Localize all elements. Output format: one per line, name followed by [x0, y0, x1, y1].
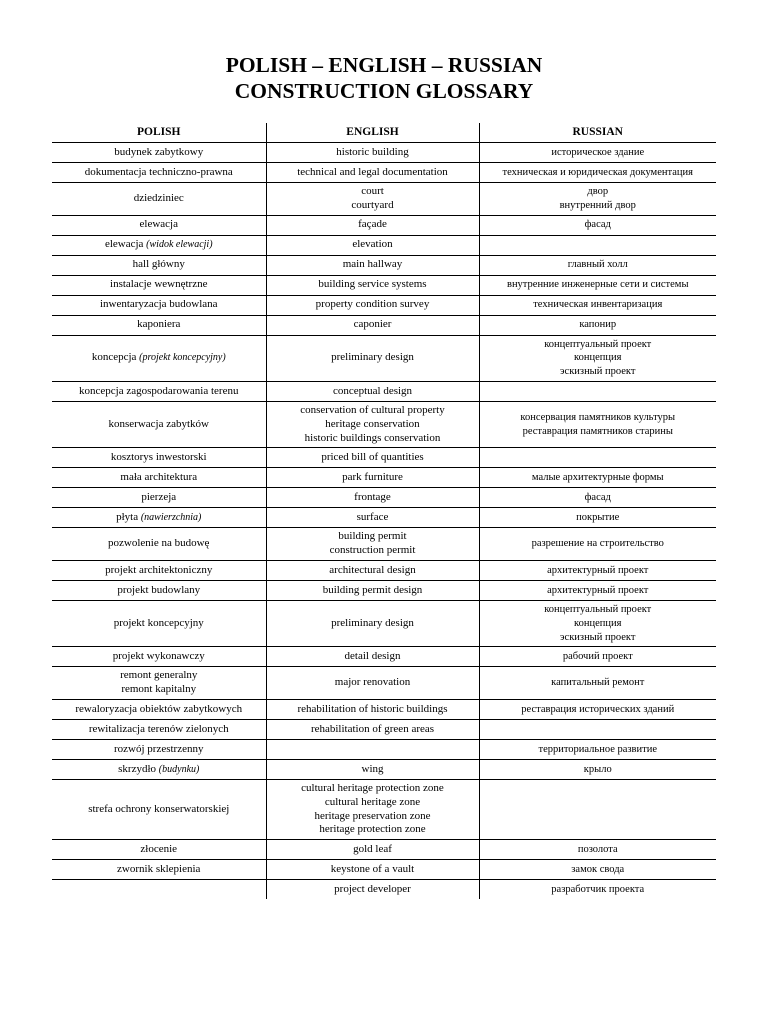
- english-term: cultural heritage zone: [324, 795, 421, 808]
- cell-polish: [52, 699, 266, 719]
- cell-english: [266, 235, 479, 255]
- polish-term: dziedziniec: [133, 191, 184, 204]
- english-term: heritage preservation zone: [314, 809, 431, 822]
- russian-term: замок свода: [571, 863, 625, 875]
- english-term: preliminary design: [331, 616, 414, 629]
- cell-russian: [479, 880, 716, 900]
- english-term: gold leaf: [353, 842, 392, 855]
- table-row: [52, 779, 716, 839]
- polish-term: remont kapitalny: [121, 683, 197, 696]
- english-term: elevation: [352, 238, 393, 251]
- russian-term: архитектурный проект: [547, 584, 649, 596]
- russian-term: покрытие: [576, 511, 620, 523]
- table-row: [52, 215, 716, 235]
- cell-russian: [479, 448, 716, 468]
- cell-polish: [52, 560, 266, 580]
- cell-english: [266, 580, 479, 600]
- cell-english: [266, 401, 479, 447]
- cell-english: [266, 647, 479, 667]
- polish-term: hall główny: [132, 258, 185, 271]
- english-term: property condition survey: [315, 298, 430, 311]
- table-row: [52, 560, 716, 580]
- cell-polish: [52, 468, 266, 488]
- english-term: detail design: [344, 649, 401, 662]
- cell-english: [266, 528, 479, 561]
- cell-polish: [52, 860, 266, 880]
- cell-english: [266, 448, 479, 468]
- english-term: building service systems: [318, 278, 427, 291]
- cell-english: [266, 163, 479, 183]
- polish-term: strefa ochrony konserwatorskiej: [88, 802, 230, 815]
- cell-english: [266, 779, 479, 839]
- polish-term: kosztorys inwestorski: [110, 450, 207, 463]
- english-term: cultural heritage protection zone: [301, 781, 444, 794]
- english-term: architectural design: [329, 563, 416, 576]
- table-row: [52, 295, 716, 315]
- english-term: technical and legal documentation: [297, 165, 448, 178]
- cell-english: [266, 840, 479, 860]
- russian-term: реставрация исторических зданий: [521, 703, 675, 715]
- cell-russian: [479, 699, 716, 719]
- cell-english: [266, 699, 479, 719]
- polish-term-note: (budynku): [158, 763, 200, 775]
- header-russian: RUSSIAN: [572, 125, 623, 138]
- russian-term: рабочий проект: [562, 650, 633, 662]
- polish-term: rewaloryzacja obiektów zabytkowych: [75, 702, 243, 715]
- cell-russian: [479, 215, 716, 235]
- cell-english: [266, 560, 479, 580]
- russian-term: архитектурный проект: [547, 564, 649, 576]
- polish-term: dokumentacja techniczno-prawna: [84, 165, 233, 178]
- table-row: [52, 719, 716, 739]
- cell-polish: [52, 235, 266, 255]
- cell-polish: [52, 335, 266, 381]
- cell-english: [266, 468, 479, 488]
- polish-term: remont generalny: [120, 669, 198, 682]
- cell-polish: [52, 488, 266, 508]
- table-row: [52, 335, 716, 381]
- russian-term: техническая инвентаризация: [533, 299, 663, 311]
- cell-polish: [52, 255, 266, 275]
- polish-term: pierzeja: [141, 490, 177, 503]
- table-row: [52, 667, 716, 700]
- english-term: priced bill of quantities: [321, 450, 424, 463]
- russian-term: концепция: [574, 617, 622, 629]
- cell-russian: [479, 528, 716, 561]
- polish-term: elewacja: [139, 218, 178, 231]
- polish-term: inwentaryzacja budowlana: [99, 298, 218, 311]
- russian-term: капонир: [579, 319, 617, 331]
- polish-term: zwornik sklepienia: [117, 862, 201, 875]
- english-term: wing: [361, 762, 384, 775]
- cell-polish: [52, 647, 266, 667]
- russian-term: фасад: [584, 219, 611, 231]
- polish-term-note: (nawierzchnia): [140, 511, 202, 523]
- table-row: [52, 647, 716, 667]
- cell-russian: [479, 560, 716, 580]
- english-term: façade: [358, 218, 387, 231]
- header-polish: POLISH: [137, 125, 181, 138]
- english-term: historic buildings conservation: [304, 431, 441, 444]
- russian-term: внутренние инженерные сети и системы: [506, 279, 689, 291]
- russian-term: разработчик проекта: [551, 883, 645, 895]
- cell-polish: [52, 779, 266, 839]
- header-row: [52, 123, 716, 143]
- russian-term: главный холл: [567, 259, 628, 271]
- polish-term: konserwacja zabytków: [108, 417, 209, 430]
- cell-russian: [479, 488, 716, 508]
- english-term: heritage protection zone: [319, 823, 426, 836]
- cell-polish: [52, 381, 266, 401]
- english-term: historic building: [336, 145, 409, 158]
- cell-russian: [479, 508, 716, 528]
- english-term: rehabilitation of green areas: [310, 722, 435, 735]
- cell-russian: [479, 381, 716, 401]
- table-row: [52, 699, 716, 719]
- polish-term: skrzydło: [118, 762, 157, 775]
- polish-term-note: (widok elewacji): [146, 239, 213, 251]
- polish-term: rozwój przestrzenny: [114, 742, 204, 755]
- cell-english: [266, 215, 479, 235]
- title-line-2: CONSTRUCTION GLOSSARY: [234, 79, 534, 103]
- cell-english: [266, 255, 479, 275]
- cell-english: [266, 143, 479, 163]
- cell-russian: [479, 647, 716, 667]
- glossary-body: [52, 143, 716, 900]
- cell-polish: [52, 840, 266, 860]
- table-row: [52, 528, 716, 561]
- cell-polish: [52, 508, 266, 528]
- cell-russian: [479, 401, 716, 447]
- russian-term: капитальный ремонт: [551, 677, 645, 689]
- english-term: court: [361, 185, 384, 197]
- cell-english: [266, 508, 479, 528]
- cell-polish: [52, 143, 266, 163]
- cell-english: [266, 335, 479, 381]
- cell-english: [266, 739, 479, 759]
- cell-polish: [52, 739, 266, 759]
- table-row: [52, 163, 716, 183]
- english-term: main hallway: [342, 258, 403, 271]
- english-term: surface: [356, 510, 389, 523]
- english-term: conservation of cultural property: [300, 403, 445, 416]
- table-row: [52, 759, 716, 779]
- polish-term: projekt wykonawczy: [112, 649, 205, 662]
- polish-term: kaponiera: [137, 318, 181, 331]
- cell-russian: [479, 163, 716, 183]
- english-term: building permit: [338, 530, 407, 543]
- header-english: ENGLISH: [266, 123, 479, 143]
- document-title: [0, 52, 768, 104]
- glossary-table: [52, 123, 716, 899]
- russian-term: фасад: [584, 491, 611, 503]
- table-row: [52, 860, 716, 880]
- polish-term: elewacja: [104, 238, 144, 251]
- cell-polish: [52, 600, 266, 646]
- table-row: [52, 468, 716, 488]
- cell-english: [266, 381, 479, 401]
- cell-polish: [52, 528, 266, 561]
- table-row: [52, 840, 716, 860]
- english-term: building permit design: [322, 583, 423, 596]
- russian-term: реставрация памятников старины: [522, 425, 673, 437]
- table-row: [52, 508, 716, 528]
- cell-russian: [479, 600, 716, 646]
- cell-russian: [479, 275, 716, 295]
- cell-polish: [52, 163, 266, 183]
- cell-english: [266, 667, 479, 700]
- table-row: [52, 600, 716, 646]
- cell-russian: [479, 183, 716, 216]
- table-row: [52, 488, 716, 508]
- table-row: [52, 143, 716, 163]
- cell-english: [266, 600, 479, 646]
- russian-term: концептуальный проект: [544, 603, 652, 615]
- english-term: keystone of a vault: [330, 862, 415, 875]
- cell-english: [266, 183, 479, 216]
- cell-english: [266, 880, 479, 900]
- polish-term: płyta: [116, 510, 139, 523]
- russian-term: консервация памятников культуры: [520, 411, 676, 423]
- polish-term: budynek zabytkowy: [114, 145, 204, 158]
- russian-term: малые архитектурные формы: [531, 471, 664, 483]
- cell-polish: [52, 580, 266, 600]
- cell-russian: [479, 143, 716, 163]
- cell-russian: [479, 779, 716, 839]
- cell-russian: [479, 315, 716, 335]
- english-term: conceptual design: [332, 384, 413, 397]
- polish-term: koncepcja: [91, 351, 137, 364]
- cell-russian: [479, 468, 716, 488]
- russian-term: концептуальный проект: [544, 338, 652, 350]
- russian-term: концепция: [574, 352, 622, 364]
- english-term: major renovation: [334, 676, 411, 689]
- cell-russian: [479, 840, 716, 860]
- polish-term: pozwolenie na budowę: [108, 537, 210, 550]
- english-term: courtyard: [351, 198, 394, 211]
- cell-polish: [52, 719, 266, 739]
- russian-term: эскизный проект: [560, 366, 636, 378]
- table-row: [52, 183, 716, 216]
- table-row: [52, 315, 716, 335]
- cell-english: [266, 295, 479, 315]
- cell-english: [266, 860, 479, 880]
- title-line-1: POLISH – ENGLISH – RUSSIAN: [225, 53, 543, 77]
- polish-term: mała architektura: [120, 470, 198, 483]
- english-term: heritage conservation: [325, 417, 420, 430]
- cell-english: [266, 275, 479, 295]
- english-term: project developer: [334, 882, 411, 895]
- cell-russian: [479, 719, 716, 739]
- cell-english: [266, 759, 479, 779]
- polish-term: projekt koncepcyjny: [113, 616, 204, 629]
- polish-term: złocenie: [140, 842, 178, 855]
- table-row: [52, 880, 716, 900]
- cell-polish: [52, 880, 266, 900]
- table-row: [52, 275, 716, 295]
- polish-term: rewitalizacja terenów zielonych: [88, 722, 229, 735]
- cell-polish: [52, 401, 266, 447]
- cell-russian: [479, 759, 716, 779]
- cell-polish: [52, 759, 266, 779]
- russian-term: позолота: [577, 843, 618, 855]
- table-row: [52, 381, 716, 401]
- russian-term: техническая и юридическая документация: [502, 166, 693, 178]
- cell-polish: [52, 215, 266, 235]
- cell-russian: [479, 235, 716, 255]
- cell-polish: [52, 183, 266, 216]
- cell-russian: [479, 860, 716, 880]
- polish-term: projekt architektoniczny: [105, 563, 213, 576]
- english-term: rehabilitation of historic buildings: [297, 702, 448, 715]
- polish-term-note: (projekt koncepcyjny): [139, 352, 226, 364]
- cell-russian: [479, 335, 716, 381]
- cell-english: [266, 488, 479, 508]
- english-term: caponier: [353, 318, 392, 331]
- cell-polish: [52, 667, 266, 700]
- russian-term: двор: [587, 186, 609, 197]
- russian-term: эскизный проект: [560, 631, 636, 643]
- cell-polish: [52, 295, 266, 315]
- russian-term: крыло: [583, 763, 612, 775]
- english-term: frontage: [354, 490, 391, 503]
- table-row: [52, 255, 716, 275]
- polish-term: koncepcja zagospodarowania terenu: [79, 384, 239, 397]
- cell-russian: [479, 295, 716, 315]
- russian-term: историческое здание: [551, 146, 645, 158]
- english-term: construction permit: [329, 544, 416, 557]
- polish-term: projekt budowlany: [117, 583, 201, 596]
- polish-term: instalacje wewnętrzne: [110, 278, 208, 291]
- cell-russian: [479, 580, 716, 600]
- cell-russian: [479, 667, 716, 700]
- cell-polish: [52, 275, 266, 295]
- cell-english: [266, 315, 479, 335]
- table-row: [52, 580, 716, 600]
- cell-polish: [52, 448, 266, 468]
- russian-term: разрешение на строительство: [531, 538, 664, 550]
- cell-russian: [479, 739, 716, 759]
- table-row: [52, 448, 716, 468]
- russian-term: внутренний двор: [559, 199, 636, 211]
- table-row: [52, 235, 716, 255]
- table-row: [52, 401, 716, 447]
- table-row: [52, 739, 716, 759]
- cell-english: [266, 719, 479, 739]
- russian-term: территориальное развитие: [538, 743, 657, 755]
- english-term: preliminary design: [331, 351, 414, 364]
- cell-russian: [479, 255, 716, 275]
- english-term: park furniture: [342, 470, 403, 483]
- cell-polish: [52, 315, 266, 335]
